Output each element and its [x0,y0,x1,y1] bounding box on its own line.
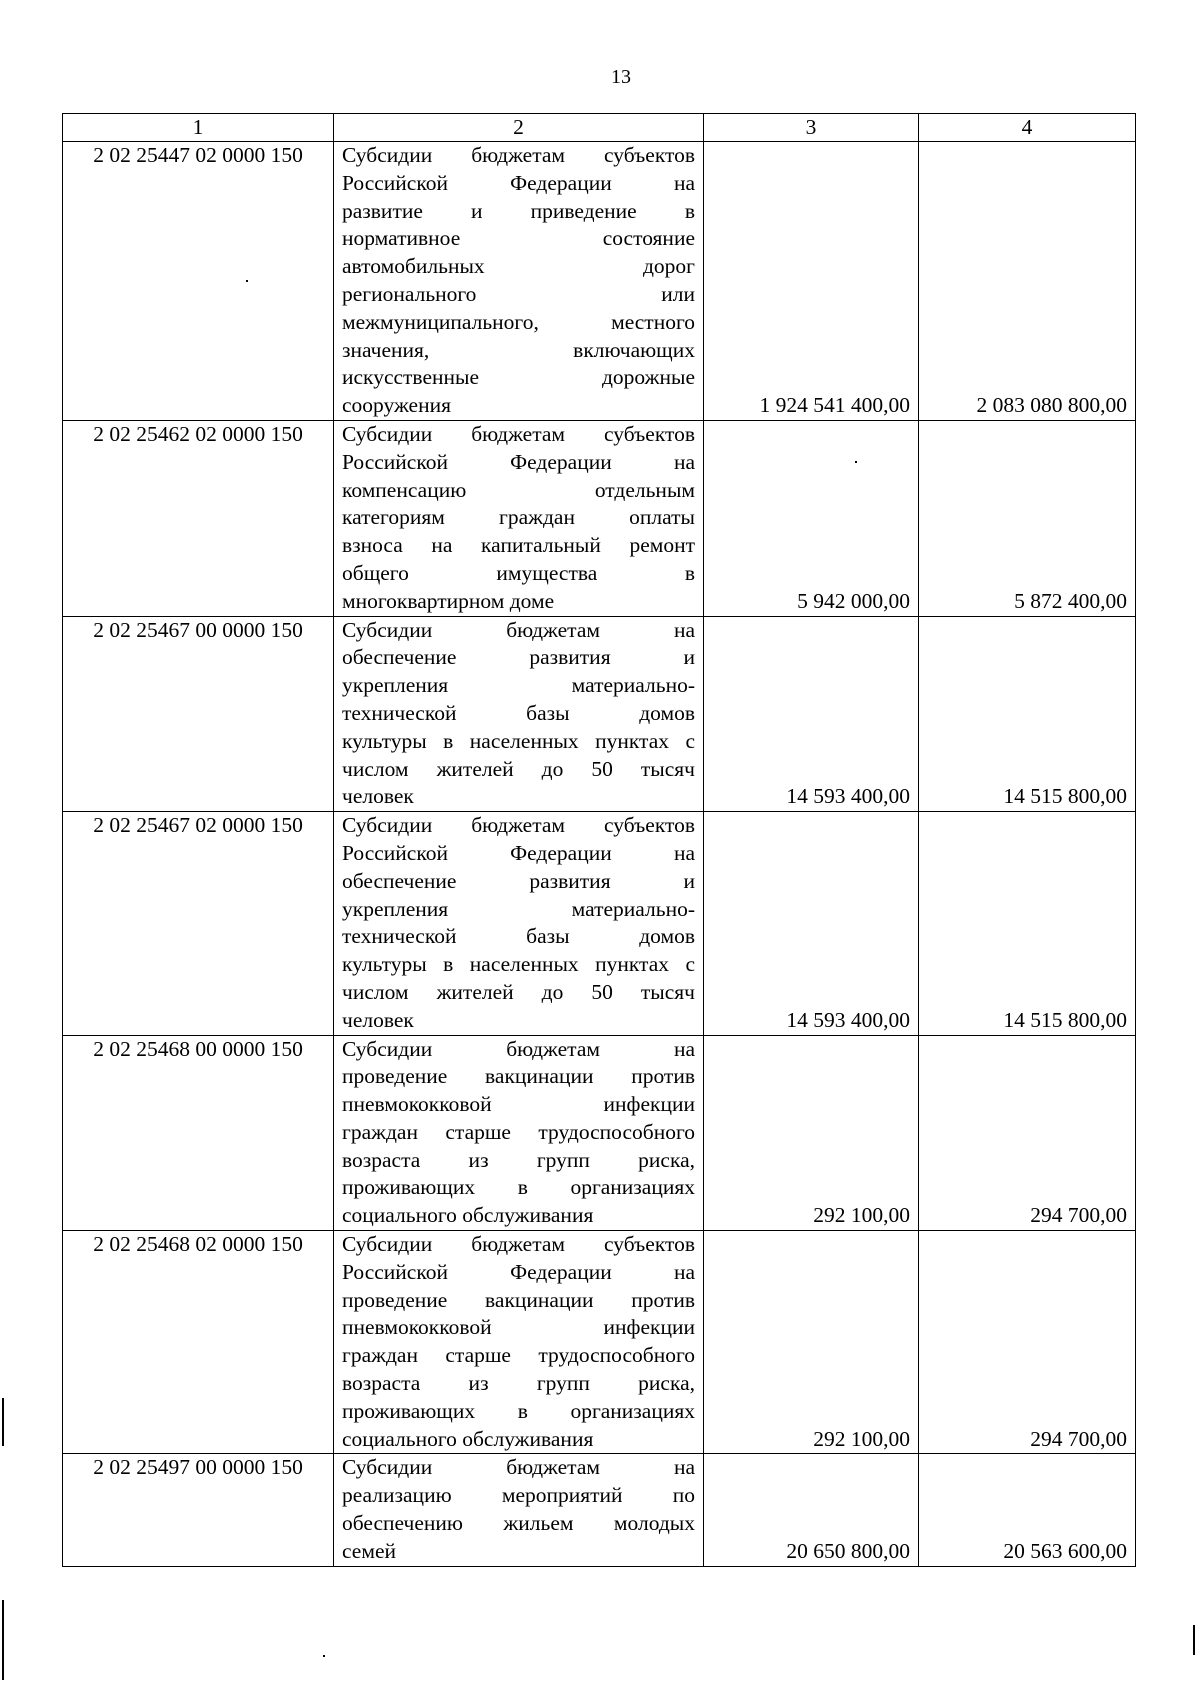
revenue-name-line: Российской Федерации на [342,449,695,474]
revenue-name-line: Субсидии бюджетам на [342,617,695,642]
revenue-name-line: числом жителей до 50 тысяч [342,756,695,781]
amount-year-1-cell: 5 942 000,00 [704,420,919,616]
amount-year-2-cell: 20 563 600,00 [919,1454,1136,1566]
table-row [63,812,1136,1035]
revenue-name-line: Субсидии бюджетам субъектов [342,143,695,167]
revenue-name-line: Российской Федерации на [342,170,695,195]
revenue-name-line: пневмококковой инфекции [342,1092,695,1117]
revenue-name-line: искусственные дорожные [342,365,695,390]
revenue-name-line: социального обслуживания [342,1426,594,1451]
revenue-name-line: нормативное состояние [342,226,695,251]
scan-edge-mark [1193,1625,1195,1655]
revenue-name-line: граждан старше трудоспособного [342,1119,695,1144]
revenue-name-line: сооружения [342,393,451,418]
amount-year-1-cell: 292 100,00 [704,1231,919,1454]
revenue-name-line: Субсидии бюджетам на [342,1036,695,1061]
revenue-name-line: проживающих в организациях [342,1175,695,1200]
revenue-name-line: укрепления материально- [342,896,695,921]
revenue-name-line: проживающих в организациях [342,1398,695,1423]
revenue-name-line: взноса на капитальный ремонт [342,533,695,558]
revenue-name-line: культуры в населенных пунктах с [342,952,695,977]
revenue-name-line: многоквартирном доме [342,588,555,613]
amount-year-1-cell: 20 650 800,00 [704,1454,919,1566]
revenue-name-line: Субсидии бюджетам на [342,1455,695,1480]
revenue-name-line: человек [342,784,414,809]
revenue-name-line: Российской Федерации на [342,840,695,865]
revenue-name-cell [334,142,704,421]
revenue-name-line: развитие и приведение в [342,198,695,223]
revenue-name-line: обеспечение развития и [342,868,695,893]
revenue-name-line: регионального или [342,281,695,306]
revenue-name-line: автомобильных дорог [342,254,695,279]
budget-code-cell: 2 02 25447 02 0000 150 [63,142,334,421]
revenue-name-line: проведение вакцинации против [342,1064,695,1089]
revenue-name-cell [334,1231,704,1454]
scan-speck [323,1655,325,1657]
revenue-name-line: граждан старше трудоспособного [342,1343,695,1368]
revenue-name-line: проведение вакцинации против [342,1287,695,1312]
table-row [63,1454,1136,1566]
revenue-name-line: общего имущества в [342,560,695,585]
amount-year-1-cell: 292 100,00 [704,1035,919,1231]
revenue-name-line: культуры в населенных пунктах с [342,728,695,753]
revenue-name-line: реализацию мероприятий по [342,1483,695,1508]
revenue-name-cell [334,1454,704,1566]
budget-code-cell: 2 02 25462 02 0000 150 [63,420,334,616]
revenue-name-line: семей [342,1538,397,1563]
revenue-name-line: значения, включающих [342,337,695,362]
revenue-name-line: категориям граждан оплаты [342,505,695,530]
revenue-name-line: Субсидии бюджетам субъектов [342,1232,695,1257]
table-row [63,142,1136,421]
revenue-name-cell [334,616,704,812]
amount-year-2-cell: 5 872 400,00 [919,420,1136,616]
revenue-name-line: обеспечению жильем молодых [342,1511,695,1536]
amount-year-2-cell: 294 700,00 [919,1231,1136,1454]
column-header-4: 4 [919,114,1136,142]
revenue-name-line: технической базы домов [342,924,695,949]
amount-year-2-cell: 14 515 800,00 [919,616,1136,812]
table-row [63,616,1136,812]
revenue-name-line: Российской Федерации на [342,1259,695,1284]
table-row [63,1035,1136,1231]
revenue-name-line: межмуниципального, местного [342,309,695,334]
budget-table [62,113,1136,1567]
revenue-name-line: Субсидии бюджетам субъектов [342,421,695,446]
column-header-3: 3 [704,114,919,142]
revenue-name-line: человек [342,1007,414,1032]
amount-year-2-cell: 2 083 080 800,00 [919,142,1136,421]
amount-year-1-cell: 1 924 541 400,00 [704,142,919,421]
amount-year-2-cell: 14 515 800,00 [919,812,1136,1035]
scan-edge-mark [2,1398,4,1446]
column-header-2: 2 [334,114,704,142]
revenue-name-cell [334,420,704,616]
scan-speck [855,461,857,463]
amount-year-2-cell: 294 700,00 [919,1035,1136,1231]
revenue-name-line: возраста из групп риска, [342,1147,695,1172]
budget-table-body [63,114,1136,1567]
revenue-name-line: числом жителей до 50 тысяч [342,979,695,1004]
budget-code-cell: 2 02 25468 02 0000 150 [63,1231,334,1454]
budget-code-cell: 2 02 25467 02 0000 150 [63,812,334,1035]
page-number: 13 [611,66,631,88]
revenue-name-cell [334,812,704,1035]
revenue-name-line: социального обслуживания [342,1203,594,1228]
revenue-name-line: обеспечение развития и [342,645,695,670]
scan-speck [246,280,248,282]
revenue-name-line: пневмококковой инфекции [342,1315,695,1340]
revenue-name-line: Субсидии бюджетам субъектов [342,813,695,838]
table-row [63,420,1136,616]
revenue-name-line: укрепления материально- [342,673,695,698]
revenue-name-line: технической базы домов [342,700,695,725]
revenue-name-line: компенсацию отдельным [342,477,695,502]
scan-edge-mark [2,1600,4,1680]
amount-year-1-cell: 14 593 400,00 [704,616,919,812]
column-header-1: 1 [63,114,334,142]
revenue-name-cell [334,1035,704,1231]
table-row [63,1231,1136,1454]
budget-code-cell: 2 02 25497 00 0000 150 [63,1454,334,1566]
budget-code-cell: 2 02 25468 00 0000 150 [63,1035,334,1231]
amount-year-1-cell: 14 593 400,00 [704,812,919,1035]
column-number-row [63,114,1136,142]
revenue-name-line: возраста из групп риска, [342,1371,695,1396]
budget-code-cell: 2 02 25467 00 0000 150 [63,616,334,812]
